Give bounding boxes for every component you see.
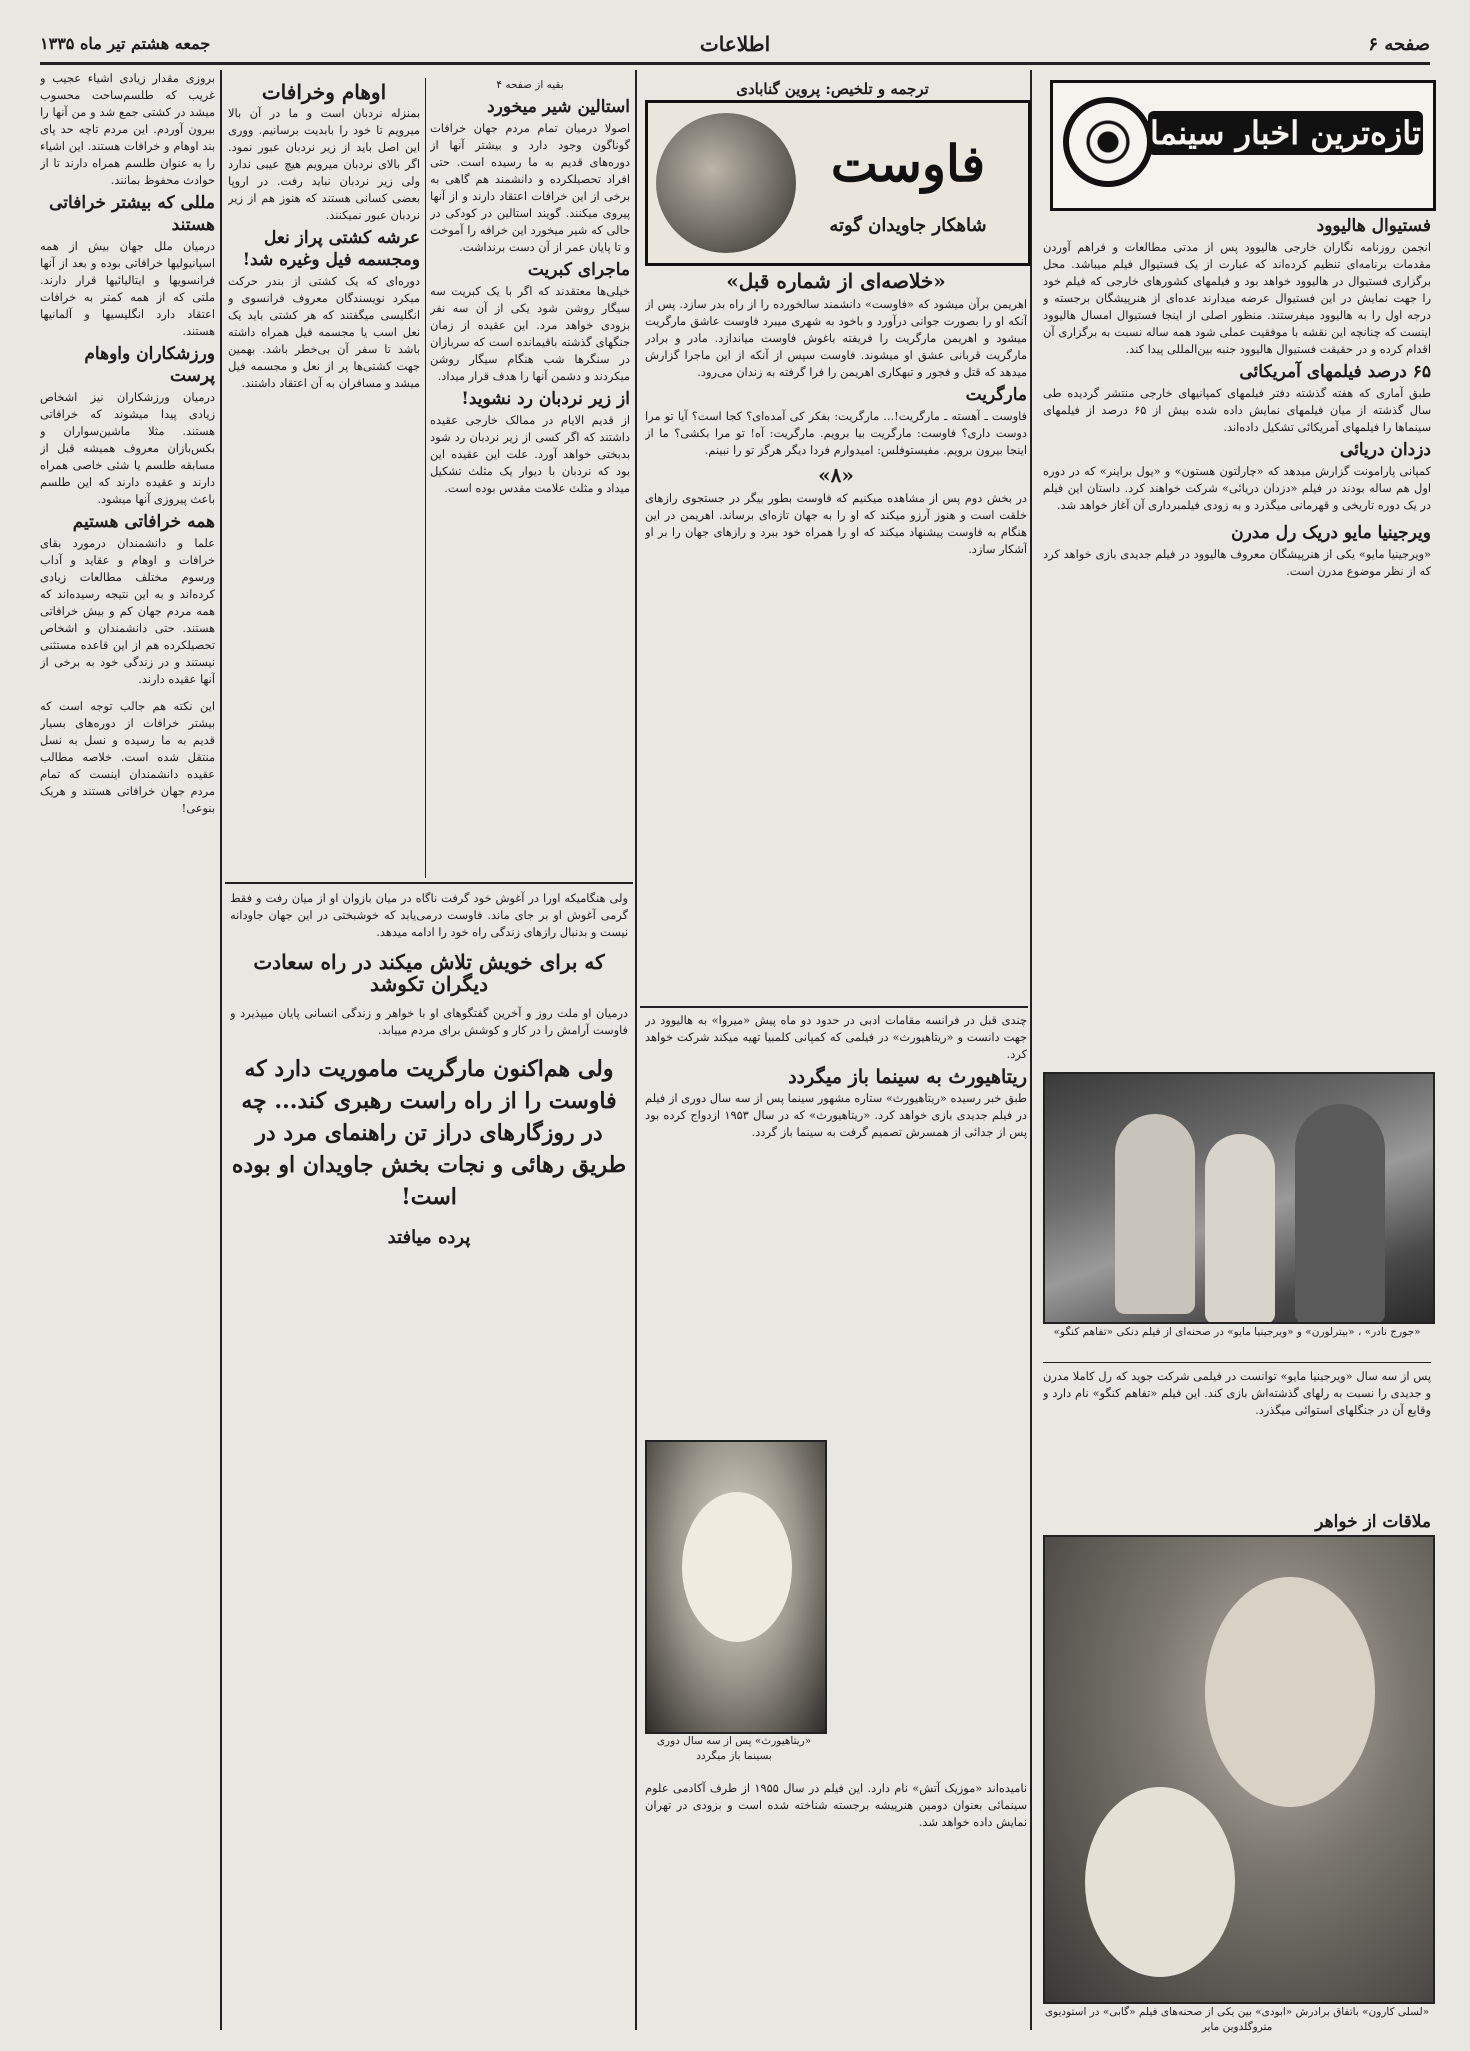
- issue-date: جمعه هشتم تیر ماه ۱۳۳۵: [40, 34, 211, 53]
- rule: [225, 882, 633, 884]
- faust-part1: [645, 265, 1027, 1003]
- column-rule: [425, 78, 426, 878]
- column-body: علما و دانشمندان درمورد بقای خرافات و اوهام و عقاید و آداب ورسوم مختلف مطالعات زیادی کرده‌اند و به این نتیجه رسیده‌اند که همه مردم جهان کم و بیش خرافاتی هستند. حتی دانشمندان و اشخاص تحصیلکرده هم از این قاعده مستثنی نیستند و در زندگی خود به برخی از آنها عقیده دارند.: [40, 536, 215, 686]
- stalin-heading: استالین شیر میخورد: [487, 97, 630, 117]
- faust-dialogue-heading: مارگریت: [965, 385, 1027, 405]
- left-column: [40, 70, 215, 2030]
- faust-final: ولی هم‌اکنون مارگریت ماموریت دارد که فاوست را از راه راست رهبری کند... چه در روزگارهای دراز تن راهنمای مرد در طریق رهائی و نجات بخش جاویدان او بوده است!: [231, 1056, 627, 1210]
- cinema-banner: [1050, 80, 1436, 211]
- cinema-heading: ۶۵ درصد فیلمهای آمریکائی: [1239, 362, 1431, 382]
- ladder-heading: از زیر نردبان رد نشوید!: [461, 389, 630, 409]
- column-heading: مللی که بیشتر خرافاتی هستند: [49, 193, 215, 235]
- superstition-body: بمنزله نردبان است و ما در آن بالا میرویم تا خود را بابدیت برسانیم. ووری این اصل باید از زیر نردبان عبور نمود. اگر بالای نردبان میرویم هیچ عیبی ندارد ولی زیر نردبان نباید رفت. در اروپا بعضی کسانی هستند که هنوز هم از زیر نردبان عبور نمیکنند.: [228, 106, 420, 222]
- meeting-heading: ملاقات از خواهر: [1315, 1512, 1431, 1532]
- rita-body: نامیده‌اند «موزیک آتش» نام دارد. این فیلم در سال ۱۹۵۵ از طرف آکادمی علوم سینمائی بعنوان دومین هنرپیشه برجسته شناخته شده است و بزودی در تهران نمایش داده خواهد شد.: [645, 1781, 1027, 1829]
- cinema-heading: ویرجینیا مایو دریک رل مدرن: [1231, 523, 1431, 543]
- photo-caption: «جورج نادر» ، «بیترلورن» و «ویرجینیا مایو» در صحنه‌ای از فیلم دنکی «تفاهم کنگو»: [1053, 1326, 1421, 1338]
- figure-silhouette: [1295, 1104, 1385, 1324]
- paper-name: اطلاعات: [699, 34, 771, 56]
- photo-rita-hayworth: [645, 1440, 827, 1734]
- rita-body: چندی قبل در فرانسه مقامات ادبی در حدود دو ماه پیش «میروا» به هالیوود در جهت دانست و «ریتاهیورث» در فیلمی که کمپانی کلمبیا تهیه میکند شرکت خواهد کرد.: [645, 1013, 1027, 1061]
- column-body: درمیان ورزشکاران نیز اشخاص زیادی پیدا میشوند که خرافاتی هستند. مثلا ماشین‌سواران و بکس‌بازان معروف همیشه قبل از مسابقه طلسم یا شئی خاصی همراه دارند و عقیده دارند که این طلسم باعث پیروزی آنها میشود.: [40, 390, 215, 506]
- faust-illustration: [656, 113, 796, 253]
- masthead: [40, 34, 1430, 58]
- stalin-body: اصولا درمیان تمام مردم جهان خرافات گوناگون وجود دارد و بیشتر آنها از دوره‌های قدیم به ما رسیده است. حتی افراد تحصیلکرده و دانشمند هم گاهی به برخی از این خرافات اعتقاد دارند و از آنها پیروی میکنند. گویند استالین در کودکی در حالی که شیر میخورد این خرافه را آموخت و تا پایان عمر از آن دست برنداشت.: [430, 121, 630, 254]
- column-heading: همه خرافاتی هستیم: [72, 512, 215, 532]
- superstition-article: [228, 78, 420, 878]
- column-heading: ورزشکاران واوهام پرست: [84, 344, 215, 386]
- figure-silhouette: [1115, 1114, 1195, 1314]
- stalin-body: خیلی‌ها معتقدند که اگر با یک کبریت سه سیگار روشن شود یکی از آن سه نفر بزودی خواهد مرد. این عقیده از زمان جنگهای گذشته باقیمانده است که سربازان در سنگرها شب هنگام سیگار روشن میکردند و دشمن آنها را هدف قرار میداد.: [430, 284, 630, 383]
- column-rule: [1030, 70, 1032, 2030]
- cinema-news-top: [1043, 212, 1431, 1070]
- curtain-falls: پرده میافتد: [387, 1227, 471, 1248]
- faust-closing-heading: که برای خویش تلاش میکند در راه سعادت دیگران تکوشد: [253, 950, 605, 996]
- faust-section-number: «۸»: [818, 463, 854, 487]
- matchbox-heading: ماجرای کبریت: [527, 260, 630, 280]
- column-body: درمیان ملل جهان بیش از همه اسپانیولیها خرافاتی بوده و بعد از آنها فرانسویها و ایتالیائیها قرار دارند. ملتی که از همه کمتر به خرافات اعتقاد دارد انگلیسیها و آلمانیها هستند.: [40, 239, 215, 338]
- cinema-body: انجمن روزنامه نگاران خارجی هالیوود پس از مدتی مطالعات و فراهم آوردن مقدمات برنامه‌ای تنظیم کرده‌اند که عبارت از یک فستیوال فیلم میباشد. محل برگزاری فستیوال در هالیوود خواهد بود و فیلمهای کشورهای خارجی که فیلم خود را جهت نمایش در این فستیوال عرضه میدارند عده‌ای از هنرپیشگان برجسته و درجه اول را به هالیوود میفرستند. منظور اصلی از اینجا فستیوال امسال هالیوود اینست که چنانچه این نقشه با موفقیت عملی شود همه ساله نسبت به برگزاری آن اقدام کرده و در حقیقت فستیوال هالیوود جنبه بین‌المللی پیدا کند.: [1043, 240, 1431, 356]
- column-body: بروزی مقدار زیادی اشیاء عجیب و غریب که طلسم‌ساحت محسوب میشد در کشتی جمع شد و من آنها را بیرون آوردم. این مردم تاچه حد پای بند اوهام و خرافات هستند. این اشیاء را به عنوان طلسم همراه دارند تا از حوادث محفوظ بمانند.: [40, 71, 215, 187]
- rita-body: طبق خبر رسیده «ریتاهیورث» ستاره مشهور سینما پس از سه سال دوری از فیلم در فیلم جدیدی بازی خواهد کرد. «ریتاهیورث» که در سال ۱۹۵۳ ازدواج کرده بود پس از جدائی از همسرش تصمیم گرفت به سینما باز گردد.: [645, 1091, 1027, 1139]
- film-reel-icon: [1063, 97, 1153, 187]
- photo-caption: «لسلی کارون» باتفاق برادرش «ابودی» بین یکی از صحنه‌های فیلم «گابی» در استودیوی متروگلدوین مایر: [1044, 2006, 1430, 2033]
- photo-mayo-scene: [1043, 1072, 1435, 1324]
- superstition-heading: اوهام وخرافات: [261, 80, 387, 104]
- rule: [640, 1006, 1028, 1008]
- cinema-body: طبق آماری که هفته گذشته دفتر فیلمهای کمپانیهای خارجی منتشر گردیده طی سال گذشته از میان فیلمهای نمایش داده شده بیش از ۶۵ درصد از فیلمهای سینماها را فیلمهای آمریکائی تشکیل داده‌اند.: [1043, 386, 1431, 434]
- mayo-body: پس از سه سال «ویرجینیا مایو» توانست در فیلمی شرکت جوید که رل کاملا مدرن و جدیدی را نسبت به رلهای گذشته‌اش بازی کند. این فیلم «تفاهم کنگو» نام دارد و وقایع آن در جنگلهای استوائی میگذرد.: [1043, 1369, 1431, 1417]
- faust-subtitle: شاهکار جاویدان گوته: [829, 215, 987, 236]
- cinema-body: کمپانی پارامونت گزارش میدهد که «چارلتون هستون» و «یول براینر» که در دوره اول هم ساله بودند در فیلم «دزدان دریائی» شرکت خواهند کرد. داستان این فیلم در یک دوره تاریخی و قهرمانی میگذرد و به زودی فیلمبرداری آن آغاز خواهد شد.: [1043, 464, 1431, 512]
- cinema-body: «ویرجینیا مایو» یکی از هنرپیشگان معروف هالیوود در فیلم جدیدی بازی خواهد کرد که از نظر موضوع مدرن است.: [1043, 547, 1431, 578]
- column-rule: [220, 70, 222, 2030]
- page-number: صفحه ۶: [1368, 34, 1430, 55]
- face-silhouette: [1205, 1577, 1375, 1807]
- faust-body: اهریمن برآن میشود که «فاوست» دانشمند سالخورده را از راه بدر سازد. پس از آنکه او را بصورت جوانی درآورد و باخود به شهری میبرد فاوست عاشق مارگریت میشود و اهریمن مارگریت را فریفته باغوش فاوست میاندازد. مادر و برادر مارگریت قربانی عشق او میشوند. فاوست سپس از آنکه از این ماجرا گزارش میدهد که قتل و فجور و تبهکاری اهریمن را فرا گرفته به زندان می‌رود.: [645, 297, 1027, 379]
- cinema-heading: دزدان دریائی: [1339, 440, 1431, 460]
- stalin-article: [430, 78, 630, 878]
- faust-title: فاوست: [830, 134, 986, 193]
- continued-note: بقیه از صفحه ۴: [496, 79, 564, 91]
- rita-heading: ریتاهیورث به سینما باز میگردد: [788, 1066, 1027, 1088]
- figure-silhouette: [1205, 1134, 1275, 1324]
- face-silhouette: [1085, 1787, 1235, 1977]
- ship-heading: عرشه کشتی پراز نعل ومجسمه فیل وغیره شد!: [242, 228, 420, 270]
- faust-banner: [645, 100, 1031, 266]
- face-silhouette: [682, 1492, 792, 1642]
- cinema-banner-title: تازه‌ترین اخبار سینما: [1148, 111, 1423, 155]
- faust-continuation: [230, 890, 628, 2030]
- photo-caron-brother: [1043, 1535, 1435, 2004]
- faust-recap-heading: «خلاصه‌ای از شماره قبل»: [726, 269, 946, 293]
- faust-body: درمیان او ملت روز و آخرین گفتگوهای او با خواهر و زندگی انسانی پایان میپذیرد و فاوست آرامش را در کار و کوشش برای مردم مییابد.: [230, 1006, 628, 1037]
- stalin-body: از قدیم الایام در ممالک خارجی عقیده داشتند که اگر کسی از زیر نردبان رد شود بدبختی خواهد آورد. علت این عقیده این بود که نردبان با دیوار یک مثلث تشکیل میداد و مثلث علامت مقدس بوده است.: [430, 413, 630, 495]
- superstition-body: دوره‌ای که یک کشتی از بندر حرکت میکرد نویسندگان معروف فرانسوی و انگلیسی میگفتند که هر کشتی باید یک نعل اسب یا مجسمه فیل همراه داشته باشد تا سفر آن بی‌خطر باشد. بهمین جهت کشتی‌ها پر از نعل و مجسمه فیل میشد و مسافران به آن اعتقاد داشتند.: [228, 274, 420, 390]
- photo-caption: «ریتاهیورث» پس از سه سال دوری بسینما باز میگردد: [656, 1735, 812, 1762]
- rule: [1043, 1362, 1431, 1363]
- faust-body: در بخش دوم پس از مشاهده میکنیم که فاوست بطور بیگر در جستجوی رازهای خلقت است و هنوز آرزو میکند که او را به جهان تازه‌ای برساند. اهریمن در این هنگام به فاوست پیشنهاد میکند که او را همراه خود ببرد و رازهای جهان را بر او آشکار سازد.: [645, 491, 1027, 556]
- faust-translator: ترجمه و تلخیص: پروین گنابادی: [736, 80, 929, 98]
- column-rule: [635, 70, 637, 2030]
- faust-body: فاوست ـ آهسته ـ مارگریت!... مارگریت: بفکر کی آمده‌ای؟ کجا است؟ آیا تو مرا دوست داری؟ فاوست: مارگریت بیا برویم. مارگریت: آه! تو مرا بکشی؟ ما از اینجا بیرون برویم. مفیستوفلس: امیدوارم فردا دیگر هرگز تو را نبینم.: [645, 409, 1027, 457]
- cinema-heading: فستیوال هالیوود: [1316, 216, 1431, 236]
- column-body: این نکته هم جالب توجه است که بیشتر خرافات از دوره‌های بسیار قدیم به ما رسیده و نسل به نسل منتقل شده است. خلاصه مطالب عقیده دانشمندان اینست که تمام مردم جهان خرافاتی هستند و هریک بنوعی!: [40, 699, 215, 815]
- masthead-rule: [40, 62, 1430, 65]
- faust-body: ولی هنگامیکه اورا در آغوش خود گرفت ناگاه در میان بازوان او از میان رفت و فقط گرمی آغوش او بر جای ماند. فاوست درمی‌یابد که خوشبختی در این جهان جاودانه نیست و بدنبال رازهای زندگی راه خود را ادامه میدهد.: [230, 891, 628, 939]
